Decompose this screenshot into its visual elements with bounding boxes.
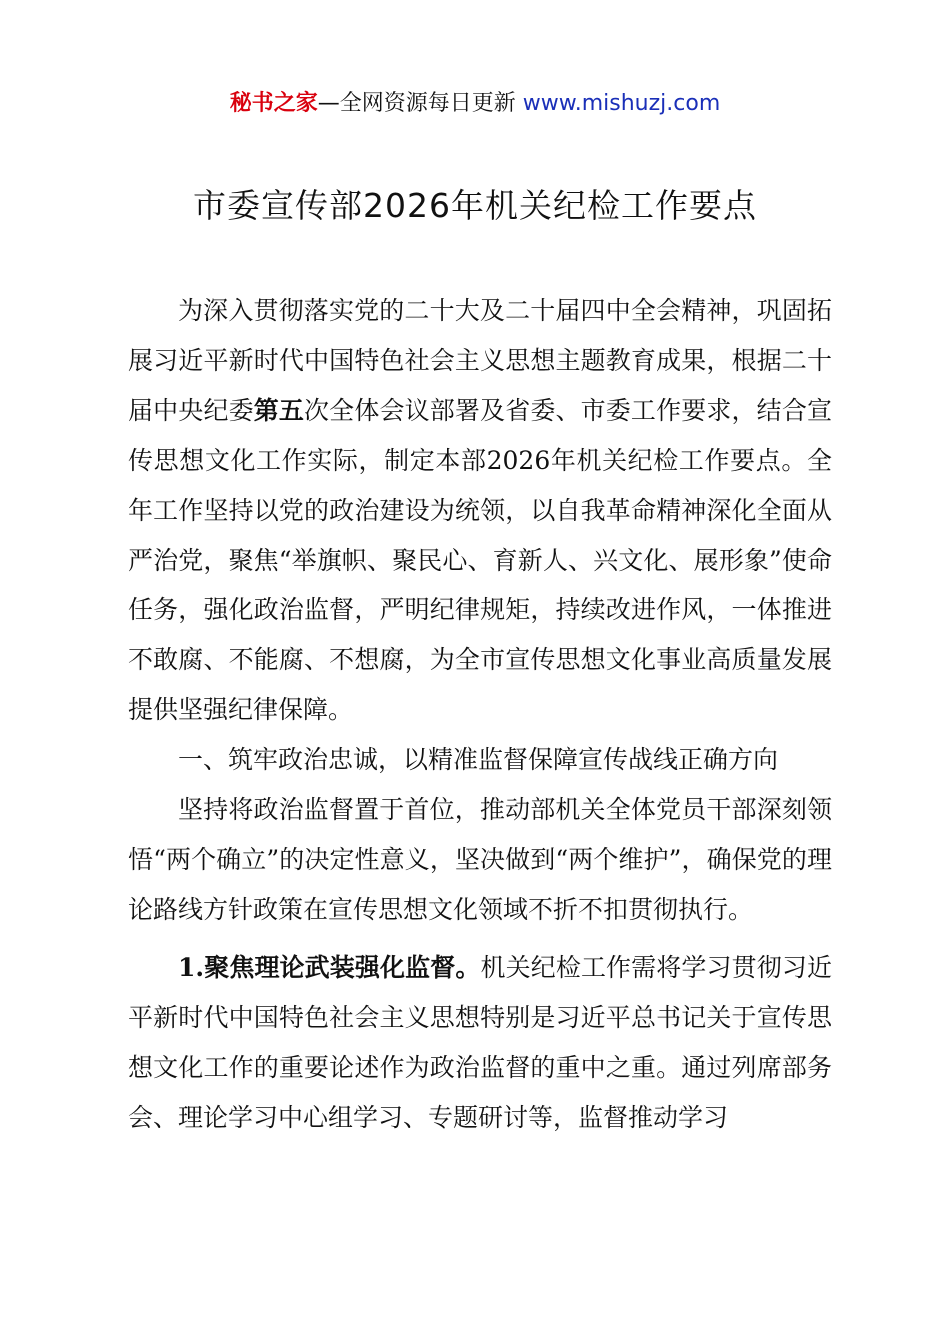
intro-text-part1: 为深入贯彻落实党的二十大及二十届四中全会精神，巩固拓展习近平新时代中国特色社会主义思想主题教育成果，根据二十届中央纪委 [128,296,832,425]
site-tagline: —全网资源每日更新 [317,91,516,116]
document-title: 市委宣传部2026年机关纪检工作要点 [193,186,757,225]
item-1-text: 机关纪检工作需将学习贯彻习近平新时代中国特色社会主义思想特别是习近平总书记关于宣传思想文化工作的重要论述作为政治监督的重中之重。通过列席部务会、理论学习中心组学习、专题研讨等，监督推动学习 [128,952,832,1132]
section-1-heading: 一、筑牢政治忠诚，以精准监督保障宣传战线正确方向 [178,745,779,775]
intro-paragraph [128,286,832,735]
item-1-paragraph [128,943,832,1143]
site-brand: 秘书之家 [229,91,318,116]
paragraph-spacer [128,935,832,943]
site-header [0,88,950,120]
item-1-lead: 1.聚焦理论武装强化监督。 [178,952,481,982]
section-1-paragraph: 坚持将政治监督置于首位，推动部机关全体党员干部深刻领悟“两个确立”的决定性意义，坚决做到“两个维护”，确保党的理论路线方针政策在宣传思想文化领域不折不扣贯彻执行。 [128,795,832,924]
document-body [128,286,832,1142]
site-url-link[interactable]: www.mishuzj.com [522,91,721,116]
intro-text-part2: 次全体会议部署及省委、市委工作要求，结合宣传思想文化工作实际，制定本部2026年机关纪检工作要点。全年工作坚持以党的政治建设为统领，以自我革命精神深化全面从严治党，聚焦“举旗帜、聚民心、育新人、兴文化、展形象”使命任务，强化政治监督，严明纪律规矩，持续改进作风，一体推进不敢腐、不能腐、不想腐，为全市宣传思想文化事业高质量发展提供坚强纪律保障。 [128,395,832,725]
intro-bold-text: 第五 [253,395,305,425]
